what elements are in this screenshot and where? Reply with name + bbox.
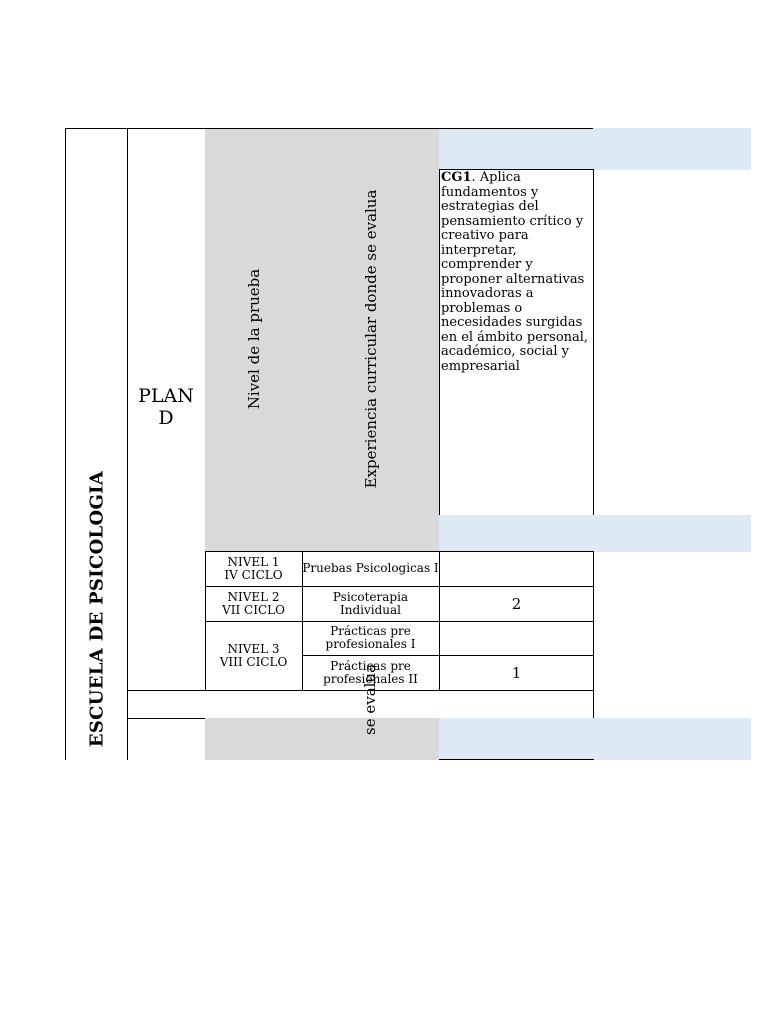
nivel-2-cell xyxy=(205,586,303,622)
plan-label: PLAN D xyxy=(138,385,194,429)
competencia-text: . Aplica fundamentos y estrategias del pensamiento crítico y creativo para interpretar, comprender y proponer alternativas innovadoras a problemas o necesidades surgidas en el ámbito personal, académico, social y empresarial xyxy=(441,170,589,374)
ciclo-1-label: IV CICLO xyxy=(224,567,283,582)
nivel-header-2 xyxy=(205,718,303,760)
experiencia-1-cell xyxy=(302,551,440,587)
nivel-header xyxy=(205,128,303,552)
top-border-ext xyxy=(593,128,751,129)
experiencia-2-cell xyxy=(302,586,440,622)
school-column xyxy=(65,128,128,760)
plan-cell xyxy=(127,128,206,691)
nivel-2-label: NIVEL 2 xyxy=(227,589,280,604)
experiencia-2-label: Psicoterapia Individual xyxy=(332,589,409,617)
valor-1-cell xyxy=(439,551,594,587)
nivel-3-label: NIVEL 3 xyxy=(227,641,280,656)
experiencia-header-2-label: se evalua xyxy=(361,663,379,735)
school-label: ESCUELA DE PSICOLOGIA xyxy=(86,470,107,748)
nivel-1-cell xyxy=(205,551,303,587)
blue-band-top xyxy=(439,128,751,170)
experiencia-4-label: Prácticas pre profesionales II xyxy=(323,658,418,686)
experiencia-header xyxy=(302,128,440,552)
experiencia-1-label: Pruebas Psicologicas I xyxy=(302,561,439,575)
nivel-1-label: NIVEL 1 xyxy=(227,554,280,569)
experiencia-3-label: Prácticas pre profesionales I xyxy=(325,624,416,651)
bottom-cut-line xyxy=(439,759,594,760)
valor-4: 1 xyxy=(511,663,522,682)
nivel-3-cell xyxy=(205,621,303,691)
valor-2-cell xyxy=(439,586,594,622)
blue-band-bottom xyxy=(439,718,751,760)
experiencia-3-cell xyxy=(302,621,440,656)
valor-3-cell xyxy=(439,621,594,656)
blue-band-middle xyxy=(439,515,751,552)
valor-2: 2 xyxy=(511,594,522,613)
ciclo-2-label: VII CICLO xyxy=(222,602,285,617)
competencia-cell xyxy=(439,169,594,516)
plan-cell-2 xyxy=(127,718,206,760)
competencia-code: CG1 xyxy=(441,170,472,185)
nivel-header-label: Nivel de la prueba xyxy=(244,268,263,410)
ciclo-3-label: VIII CICLO xyxy=(219,654,288,669)
experiencia-header-label: Experiencia curricular donde se evalua xyxy=(361,189,380,489)
valor-4-cell xyxy=(439,655,594,691)
